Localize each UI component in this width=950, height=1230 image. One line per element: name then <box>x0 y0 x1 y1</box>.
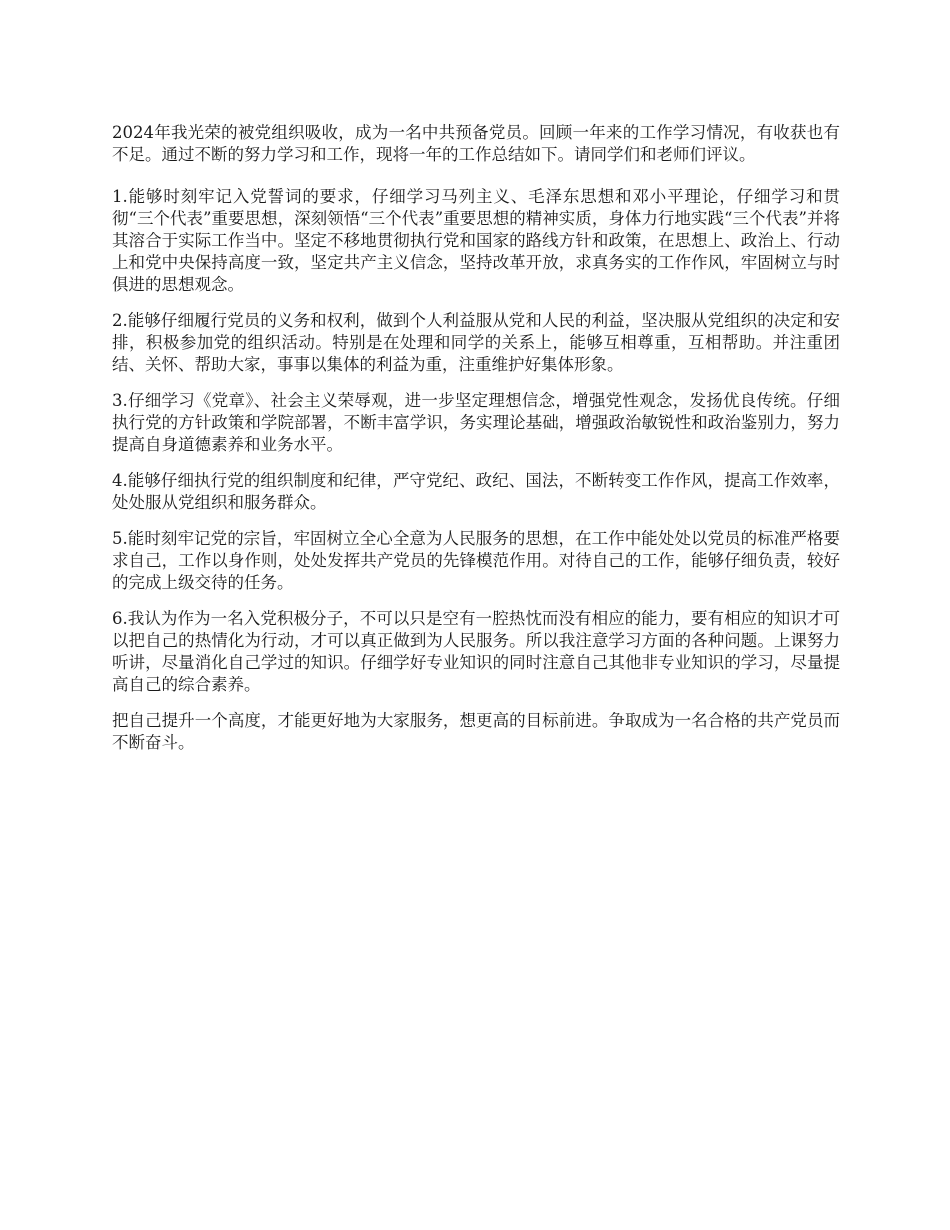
document-body <box>112 122 840 768</box>
item-6-paragraph: 6.我认为作为一名入党积极分子，不可以只是空有一腔热忱而没有相应的能力，要有相应的知识才可以把自己的热情化为行动，才可以真正做到为人民服务。所以我注意学习方面的各种问题。上课努力听讲，尽量消化自己学过的知识。仔细学好专业知识的同时注意自己其他非专业知识的学习，尽量提高自己的综合素养。 <box>112 609 840 694</box>
item-2-paragraph: 2.能够仔细履行党员的义务和权利，做到个人利益服从党和人民的利益，坚决服从党组织的决定和安排，积极参加党的组织活动。特别是在处理和同学的关系上，能够互相尊重，互相帮助。并注重团结、关怀、帮助大家，事事以集体的利益为重，注重维护好集体形象。 <box>112 311 840 374</box>
closing-paragraph: 把自己提升一个高度，才能更好地为大家服务，想更高的目标前进。争取成为一名合格的共产党员而不断奋斗。 <box>112 711 840 752</box>
item-5-paragraph: 5.能时刻牢记党的宗旨，牢固树立全心全意为人民服务的思想，在工作中能处处以党员的标准严格要求自己，工作以身作则，处处发挥共产党员的先锋模范作用。对待自己的工作，能够仔细负责，较好的完成上级交待的任务。 <box>112 529 840 592</box>
intro-paragraph: 2024年我光荣的被党组织吸收，成为一名中共预备党员。回顾一年来的工作学习情况，有收获也有不足。通过不断的努力学习和工作，现将一年的工作总结如下。请同学们和老师们评议。 <box>112 123 840 164</box>
item-4-paragraph: 4.能够仔细执行党的组织制度和纪律，严守党纪、政纪、国法，不断转变工作作风，提高工作效率，处处服从党组织和服务群众。 <box>112 471 840 512</box>
item-1-paragraph: 1.能够时刻牢记入党誓词的要求，仔细学习马列主义、毛泽东思想和邓小平理论，仔细学习和贯彻“三个代表”重要思想，深刻领悟“三个代表”重要思想的精神实质，身体力行地实践“三个代表”并将其溶合于实际工作当中。坚定不移地贯彻执行党和国家的路线方针和政策，在思想上、政治上、行动上和党中央保持高度一致，坚定共产主义信念，坚持改革开放，求真务实的工作作风，牢固树立与时俱进的思想观念。 <box>112 187 840 294</box>
item-3-paragraph: 3.仔细学习《党章》、社会主义荣辱观，进一步坚定理想信念，增强党性观念，发扬优良传统。仔细执行党的方针政策和学院部署，不断丰富学识，务实理论基础，增强政治敏锐性和政治鉴别力，努力提高自身道德素养和业务水平。 <box>112 391 840 454</box>
